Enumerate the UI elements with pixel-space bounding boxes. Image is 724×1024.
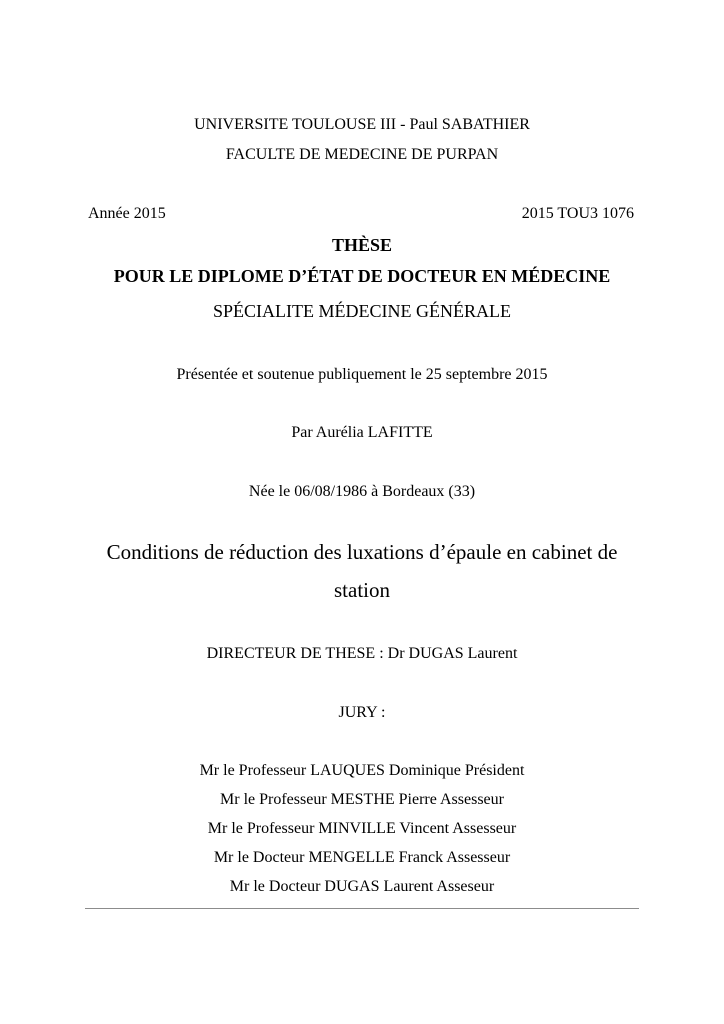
defense-date: Présentée et soutenue publiquement le 25 septembre 2015 (176, 366, 548, 383)
thesis-label: THÈSE (331, 235, 393, 255)
jury-member: Mr le Docteur DUGAS Laurent Asseseur (229, 878, 495, 895)
thesis-title-line-2: station (334, 578, 390, 602)
thesis-director: DIRECTEUR DE THESE : Dr DUGAS Laurent (206, 645, 518, 662)
thesis-title-line-1: Conditions de réduction des luxations d’épaule en cabinet de (106, 540, 618, 564)
faculty-name: FACULTE DE MEDECINE DE PURPAN (225, 146, 499, 163)
jury-member: Mr le Professeur LAUQUES Dominique Président (199, 762, 525, 779)
jury-member: Mr le Professeur MESTHE Pierre Assesseur (220, 791, 504, 808)
author-name: Par Aurélia LAFITTE (291, 424, 433, 441)
jury-member: Mr le Docteur MENGELLE Franck Assesseur (213, 849, 511, 866)
academic-year: Année 2015 (88, 205, 166, 222)
jury-list (0, 761, 724, 906)
degree-title: POUR LE DIPLOME D’ÉTAT DE DOCTEUR EN MÉDECINE (113, 266, 611, 286)
author-birth: Née le 06/08/1986 à Bordeaux (33) (248, 483, 476, 500)
horizontal-divider (85, 908, 639, 909)
specialty-title: SPÉCIALITE MÉDECINE GÉNÉRALE (213, 301, 511, 321)
jury-member: Mr le Professeur MINVILLE Vincent Assesseur (207, 820, 517, 837)
jury-label: JURY : (338, 704, 386, 721)
university-name: UNIVERSITE TOULOUSE III - Paul SABATHIER (194, 116, 530, 133)
thesis-reference: 2015 TOU3 1076 (521, 205, 634, 222)
